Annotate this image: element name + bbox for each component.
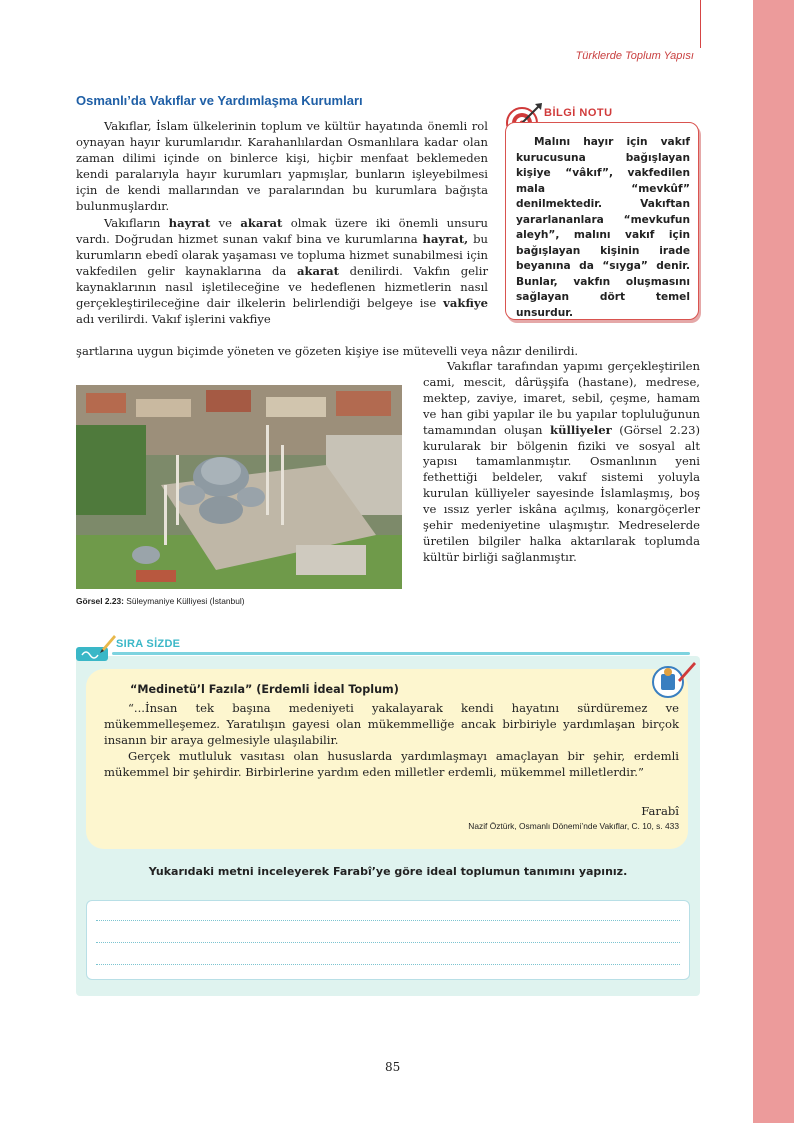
term-akarat-2: akarat xyxy=(296,263,339,278)
quote-title: “Medinetü’l Fazıla” (Erdemli İdeal Toplum) xyxy=(130,683,399,696)
answer-box[interactable] xyxy=(86,900,690,980)
reading-book-icon xyxy=(652,660,696,700)
pencil-icon xyxy=(76,633,116,663)
quote-source: Nazif Öztürk, Osmanlı Dönemi’nde Vakıflar, C. 10, s. 433 xyxy=(468,821,679,831)
quote-paragraph-2: Gerçek mutluluk vasıtası olan hususlarda yardımlaşmayı amaçlayan bir şehir, erdemli mükemmel bir şehirdir. Birbirlerine yardım eden milletler erdemli, mükemmel milletlerdir.” xyxy=(104,749,679,780)
section-title: Osmanlı’da Vakıflar ve Yardımlaşma Kurumları xyxy=(76,93,363,108)
term-hayrat-2: hayrat, xyxy=(422,231,469,246)
term-kulliyeler: külliyeler xyxy=(550,422,612,437)
quote-paragraph-1: “...İnsan tek başına medeniyeti yakalayarak kendi hayatını sürdüremez ve mükemmelleşemez. Yaratılışın gayesi olan mükemmelliğe ancak birbiriyle yardımlaşan birçok insanın bir araya gelmesiyle ulaşılabilir. xyxy=(104,701,679,748)
paragraph-2: Vakıfların hayrat ve akarat olmak üzere iki önemli unsuru vardı. Doğrudan hizmet sunan vakıf bina ve kurumlarına hayrat, bu kurumların ebedî olarak yaşaması ve topluma hizmet sunabilmesi için vakfedilen gelir kaynaklarına da akarat denilirdi. Vakfın gelir kaynaklarının nasıl işletileceğine ve hedeflenen hizmetlerin nasıl gerçekleştirileceğine dair ilkelerin belirlendiği belgeye ise vakfiye adı verilirdi. Vakıf işlerini vakfiye xyxy=(76,215,488,327)
page-number: 85 xyxy=(385,1060,401,1074)
paragraph-1: Vakıflar, İslam ülkelerinin toplum ve kültür hayatında önemli rol oynayan hayır kurumlarıdır. Karahanlılardan Osmanlılara kadar olan zaman dilimi içinde on binlerce kişi, hiçbir menfaat beklemeden kendi paralarıyla hayır kurumları yapmışlar, bunların işleyebilmesi için de kendi mallarından ve paralarından bu kurumlara bağışta bulunmuşlardır. xyxy=(76,119,488,214)
body-left-column xyxy=(76,118,488,327)
paragraph-3: Vakıflar tarafından yapımı gerçekleştirilen cami, mescit, dârüşşifa (hastane), medrese, mektep, zaviye, imaret, sebil, çeşme, hamam ve han gibi yapılar ile bu yapılar topluluğunun tamamından oluşan külliyeler (Görsel 2.23) kurularak bir bölgenin fiziki ve sosyal alt yapısı tamamlanmıştır. Osmanlının yeni fethettiği beldeler, vakıf sistemi yoluyla kurulan külliyeler sayesinde İslamlaşmış, boş ve ıssız yerler iskâna açılmış, konargöçerler şehir medeniyetine ulaşmıştır. Medreselerde üretilen bilgiler halka aktarılarak toplumda kültür birliği sağlanmıştır. xyxy=(423,359,700,564)
activity-task: Yukarıdaki metni inceleyerek Farabî’ye göre ideal toplumun tanımını yapınız. xyxy=(148,865,628,878)
top-rule xyxy=(700,0,701,48)
note-tag: BİLGİ NOTU xyxy=(544,107,613,119)
activity-title-rule xyxy=(112,652,690,655)
paragraph-2-end: şartlarına uygun biçimde yöneten ve gözeten kişiye ise mütevelli veya nâzır denilirdi. xyxy=(76,344,579,358)
answer-line-3 xyxy=(96,964,680,965)
info-note-text: Malını hayır için vakıf kurucusuna bağışlayan kişiye “vâkıf”, vakfedilen mala “mevkûf” denilmektedir. Vakıftan yararlananlara “mevkufun aleyh”, malını vakıf için bağışlayan kişinin irade beyanına da “sıyga” denir. Bunlar, vakfın oluşmasını sağlayan dört temel unsurdur. xyxy=(516,136,690,319)
quote-text xyxy=(104,700,679,780)
activity-title: SIRA SİZDE xyxy=(116,638,181,650)
term-vakfiye: vakfiye xyxy=(443,296,488,311)
figure-caption: Görsel 2.23: Süleymaniye Külliyesi (İstanbul) xyxy=(76,596,245,606)
quote-author: Farabî xyxy=(641,804,679,818)
answer-line-1 xyxy=(96,920,680,921)
term-hayrat: hayrat xyxy=(168,215,211,230)
suleymaniye-photo xyxy=(76,385,402,589)
term-akarat: akarat xyxy=(240,215,283,230)
running-header: Türklerde Toplum Yapısı xyxy=(575,50,694,62)
side-band xyxy=(753,0,794,1123)
body-right-column xyxy=(423,359,700,566)
answer-line-2 xyxy=(96,942,680,943)
